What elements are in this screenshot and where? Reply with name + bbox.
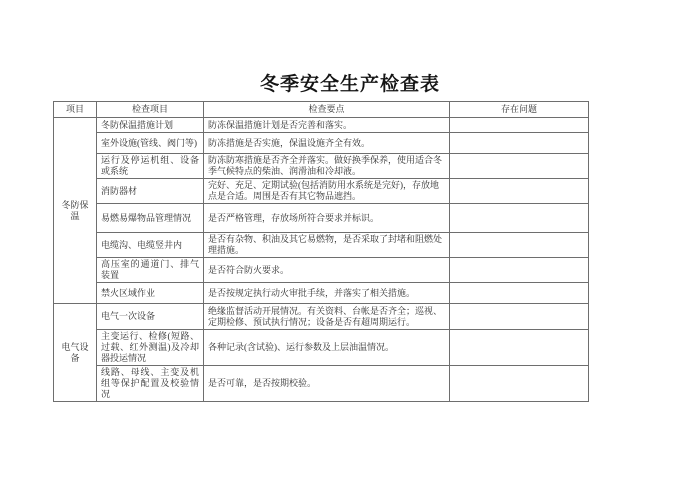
table-row [54,304,589,330]
issue-cell [450,258,589,283]
table-row [54,133,589,154]
table-row [54,330,589,366]
points-cell: 是否符合防火要求。 [204,258,450,283]
table-row [54,154,589,179]
points-cell: 各种记录(含试验)、运行参数及上层油温情况。 [204,330,450,366]
issue-cell [450,233,589,258]
points-cell: 是否按规定执行动火审批手续，并落实了相关措施。 [204,283,450,304]
issue-cell [450,179,589,204]
table-row [54,233,589,258]
points-cell: 是否可靠，是否按期校验。 [204,366,450,402]
item-cell: 电气一次设备 [97,304,204,330]
table-row [54,283,589,304]
header-issues: 存在问题 [450,102,589,118]
points-cell: 完好、充足、定期试验(包括消防用水系统是完好)，存放地点是合适。周围是否有其它物品遮挡。 [204,179,450,204]
item-cell: 主变运行、检修(短路、过载、红外测温)及冷却器投运情况 [97,330,204,366]
category-cell-electrical-equipment: 电气设备 [54,304,97,402]
header-category: 项目 [54,102,97,118]
header-item: 检查项目 [97,102,204,118]
issue-cell [450,366,589,402]
issue-cell [450,118,589,133]
table-row [54,204,589,233]
points-cell: 防冻措施是否实施，保温设施齐全有效。 [204,133,450,154]
item-cell: 冬防保温措施计划 [97,118,204,133]
table-row [54,118,589,133]
item-cell: 消防器材 [97,179,204,204]
issue-cell [450,283,589,304]
table-row [54,258,589,283]
points-cell: 是否严格管理，存放场所符合要求并标识。 [204,204,450,233]
issue-cell [450,133,589,154]
item-cell: 室外设施(管线、阀门等) [97,133,204,154]
header-points: 检查要点 [204,102,450,118]
category-cell-winter-insulation: 冬防保温 [54,118,97,304]
points-cell: 防冻防寒措施是否齐全并落实。做好换季保养，使用适合冬季气候特点的柴油、润滑油和冷却液。 [204,154,450,179]
issue-cell [450,304,589,330]
item-cell: 高压室的通道门、排气装置 [97,258,204,283]
issue-cell [450,154,589,179]
item-cell: 线路、母线、主变及机组等保护配置及校验情况 [97,366,204,402]
issue-cell [450,204,589,233]
inspection-table [53,101,589,402]
table-row [54,179,589,204]
table-header-row [54,102,589,118]
item-cell: 运行及停运机组、设备或系统 [97,154,204,179]
issue-cell [450,330,589,366]
item-cell: 禁火区域作业 [97,283,204,304]
item-cell: 易燃易爆物品管理情况 [97,204,204,233]
points-cell: 是否有杂物、积油及其它易燃物，是否采取了封堵和阻燃处理措施。 [204,233,450,258]
item-cell: 电缆沟、电缆竖井内 [97,233,204,258]
points-cell: 绝缘监督活动开展情况。有关资料、台帐是否齐全；巡视、定期检修、预试执行情况；设备是否有超周期运行。 [204,304,450,330]
page-title: 冬季安全生产检查表 [259,74,440,95]
table-row [54,366,589,402]
points-cell: 防冻保温措施计划是否完善和落实。 [204,118,450,133]
